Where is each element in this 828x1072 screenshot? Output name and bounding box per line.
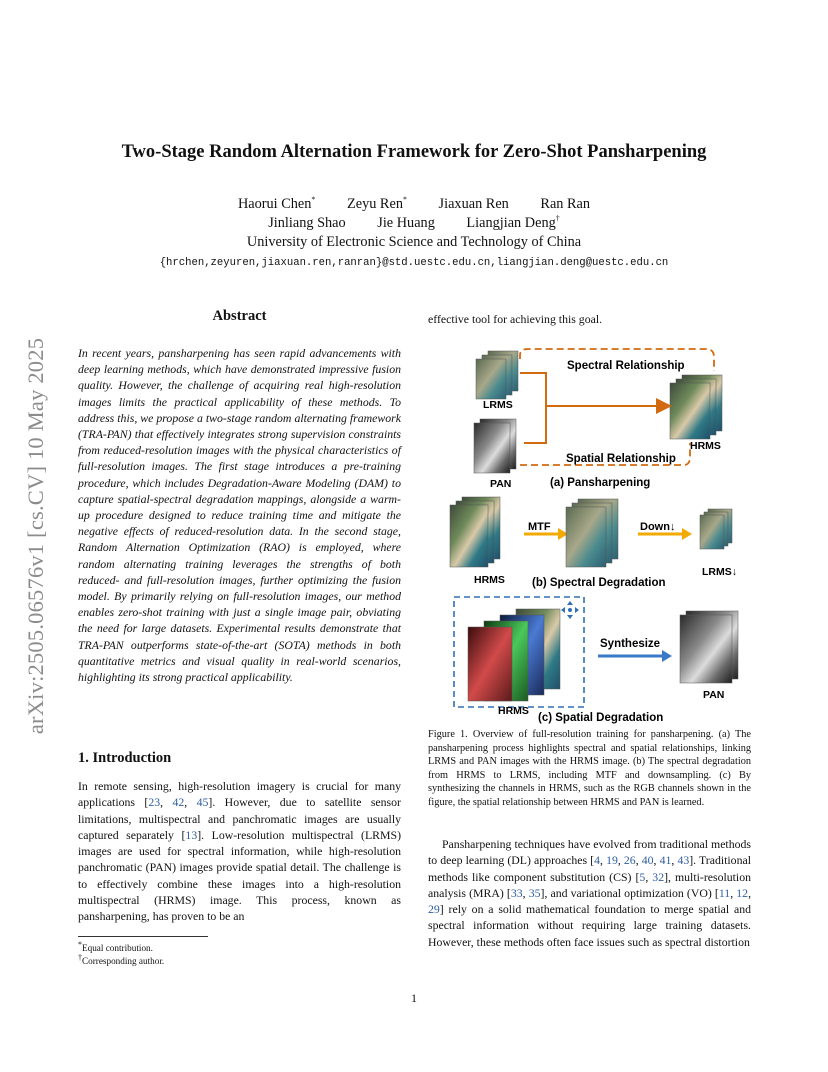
citation-link[interactable]: 4 xyxy=(594,853,601,868)
hrms-source-stack xyxy=(450,497,500,567)
author-name: Haorui Chen xyxy=(237,195,312,212)
abstract-heading: Abstract xyxy=(212,308,267,324)
pan-label: PAN xyxy=(490,478,512,490)
spectral-relationship-label: Spectral Relationship xyxy=(567,360,685,372)
page-number: 1 xyxy=(411,991,417,1005)
affiliation: University of Electronic Science and Technology of China xyxy=(246,234,582,250)
citation-link[interactable]: 5 xyxy=(639,869,646,884)
panel-b-caption: (b) Spectral Degradation xyxy=(532,577,666,589)
panel-b-spectral-degradation xyxy=(450,497,737,589)
synthesize-label: Synthesize xyxy=(600,638,661,650)
downsample-arrow-head xyxy=(682,528,692,540)
author xyxy=(377,215,435,231)
author-name: Jiaxuan Ren xyxy=(438,195,509,212)
hrms-image-stack xyxy=(670,375,722,439)
abstract-body: In recent years, pansharpening has seen rapid advancements with deep learning methods, which have demonstrated impressive fusion quality. However, the challenge of acquiring real high-resolution images limits the practical applicability of these methods. To address this, we propose a two-stage random alternating framework (TRA-PAN) that effectively integrates strong supervision constraints from reduced-resolution images with the physical characteristics of full-resolution images. The first stage introduces a pre-training procedure, which includes Degradation-Aware Modeling (DAM) to capture spatial-spectral degradation mappings, alongside a warm-up procedure designed to reduce training time and mitigate the negative effects of reduced-resolution data. In the second stage, Random Alternation Optimization (RAO) is employed, where random alternating training leverages the strengths of both reduced- and full-resolution images, further optimizing the fusion model. By primarily relying on full-resolution images, our method enables zero-shot training with just a single image pair, obviating the need for large datasets. Experimental results demonstrate that TRA-PAN outperforms state-of-the-art (SOTA) methods in both quantitative metrics and visual quality in real-world scenarios, highlighting its strong practical applicability. xyxy=(78,346,401,685)
citation-link[interactable]: 43 xyxy=(677,853,690,868)
author-name: Zeyu Ren xyxy=(346,195,403,212)
citation-link[interactable]: 19 xyxy=(606,853,618,868)
author xyxy=(540,196,590,212)
rgb-channel-stack xyxy=(468,609,560,701)
citation-link[interactable]: 29 xyxy=(428,902,440,917)
figure-1 xyxy=(428,335,751,727)
citation-link[interactable]: 13 xyxy=(185,827,198,842)
author-name: Ran Ran xyxy=(540,195,591,212)
introduction-paragraph: In remote sensing, high-resolution imagery is crucial for many applications [23, 42, 45]. However, due to satellite sensor limitations, multispectral and panchromatic images are usually captured separately [13]. Low-resolution multispectral (LRMS) images are used for spectral information, while high-resolution panchromatic (PAN) images provide spatial detail. The challenge is to effectively combine these images into a high-resolution multispectral (HRMS) image. This process, known as pansharpening, has proven to be an xyxy=(78,779,401,924)
footnote-corresponding-author: †Corresponding author. xyxy=(78,953,165,967)
author xyxy=(238,196,315,212)
hrms-label: HRMS xyxy=(690,440,721,452)
panel-c-spatial-degradation xyxy=(454,597,738,724)
citation-link[interactable]: 32 xyxy=(652,869,665,884)
author-name: Liangjian Deng xyxy=(466,214,556,231)
citation-link[interactable]: 41 xyxy=(659,853,672,868)
lrms-result-stack xyxy=(700,509,732,549)
footnote-rule xyxy=(78,936,208,937)
hrms-channels-label: HRMS xyxy=(498,705,529,717)
pan-synthesized-label: PAN xyxy=(703,689,725,701)
author xyxy=(347,196,407,212)
pan-image-stack xyxy=(474,419,516,473)
merge-connector xyxy=(520,373,546,443)
arxiv-stamp xyxy=(14,296,58,776)
citation-link[interactable]: 40 xyxy=(641,853,654,868)
figure-1-caption: Figure 1. Overview of full-resolution training for pansharpening. (a) The pansharpening process highlights spectral and spatial relationships, linking LRMS and PAN images with the HRMS image. (b) The spectral degradation from HRMS to LRMS, including MTF and downsampling. (c) By synthesizing the channels in HRMS, such as the RGB channels shown in the figure, the spatial relationship between HRMS and PAN is learned. xyxy=(428,729,751,808)
pan-synthesized-stack xyxy=(680,611,738,683)
figure-1-diagram xyxy=(428,335,751,727)
author xyxy=(268,215,345,231)
citation-link[interactable]: 11 xyxy=(718,885,731,900)
author-emails: {hrchen,zeyuren,jiaxuan.ren,ranran}@std.uestc.edu.cn,liangjian.deng@uestc.edu.cn xyxy=(159,257,669,269)
panel-a-pansharpening xyxy=(474,349,722,490)
citation-link[interactable]: 42 xyxy=(172,795,185,810)
lrms-image-stack xyxy=(476,351,518,399)
down-label: Down↓ xyxy=(640,521,676,533)
synthesize-arrow-head xyxy=(662,650,672,662)
paper-title: Two-Stage Random Alternation Framework for Zero-Shot Pansharpening xyxy=(121,142,707,162)
right-column-lead-text: effective tool for achieving this goal. xyxy=(428,312,603,326)
citation-link[interactable]: 26 xyxy=(623,853,636,868)
citation-link[interactable]: 23 xyxy=(148,795,161,810)
author-mark: * xyxy=(311,195,316,204)
right-column-paragraph: Pansharpening techniques have evolved from traditional methods to deep learning (DL) approaches [4, 19, 26, 40, 41, 43]. Traditional methods like component substitution (CS) [5, 32], multi-resolution analysis (MRA) [33, 35], and variational optimization (VO) [11, 12, 29] rely on a solid mathematical foundation to merge spatial and spectral information without requiring large training datasets. However, these methods often face issues such as spectral distortion xyxy=(428,837,752,949)
author-mark: * xyxy=(402,195,407,204)
author xyxy=(439,196,509,212)
introduction-heading: 1. Introduction xyxy=(78,750,172,766)
panel-c-caption: (c) Spatial Degradation xyxy=(538,712,664,724)
author-mark: † xyxy=(555,214,560,223)
author xyxy=(466,215,559,231)
authors-line-2 xyxy=(120,214,708,232)
blurred-hrms-stack xyxy=(566,499,618,567)
arxiv-stamp-text: arXiv:2505.06576v1 [cs.CV] 10 May 2025 xyxy=(23,337,48,735)
footnote-equal-contribution: *Equal contribution. xyxy=(78,940,153,954)
lrms-label: LRMS xyxy=(483,399,513,411)
author-name: Jie Huang xyxy=(377,214,435,231)
hrms-source-label: HRMS xyxy=(474,574,505,586)
authors-line-1 xyxy=(120,195,708,213)
citation-link[interactable]: 33 xyxy=(510,885,523,900)
lrms-down-label: LRMS↓ xyxy=(702,566,737,578)
citation-link[interactable]: 12 xyxy=(736,885,749,900)
citation-link[interactable]: 35 xyxy=(528,885,541,900)
panel-a-caption: (a) Pansharpening xyxy=(550,477,651,489)
author-name: Jinliang Shao xyxy=(268,214,346,231)
move-icon xyxy=(561,601,579,619)
spatial-relationship-label: Spatial Relationship xyxy=(566,453,676,465)
mtf-label: MTF xyxy=(528,521,551,533)
citation-link[interactable]: 45 xyxy=(196,795,209,810)
